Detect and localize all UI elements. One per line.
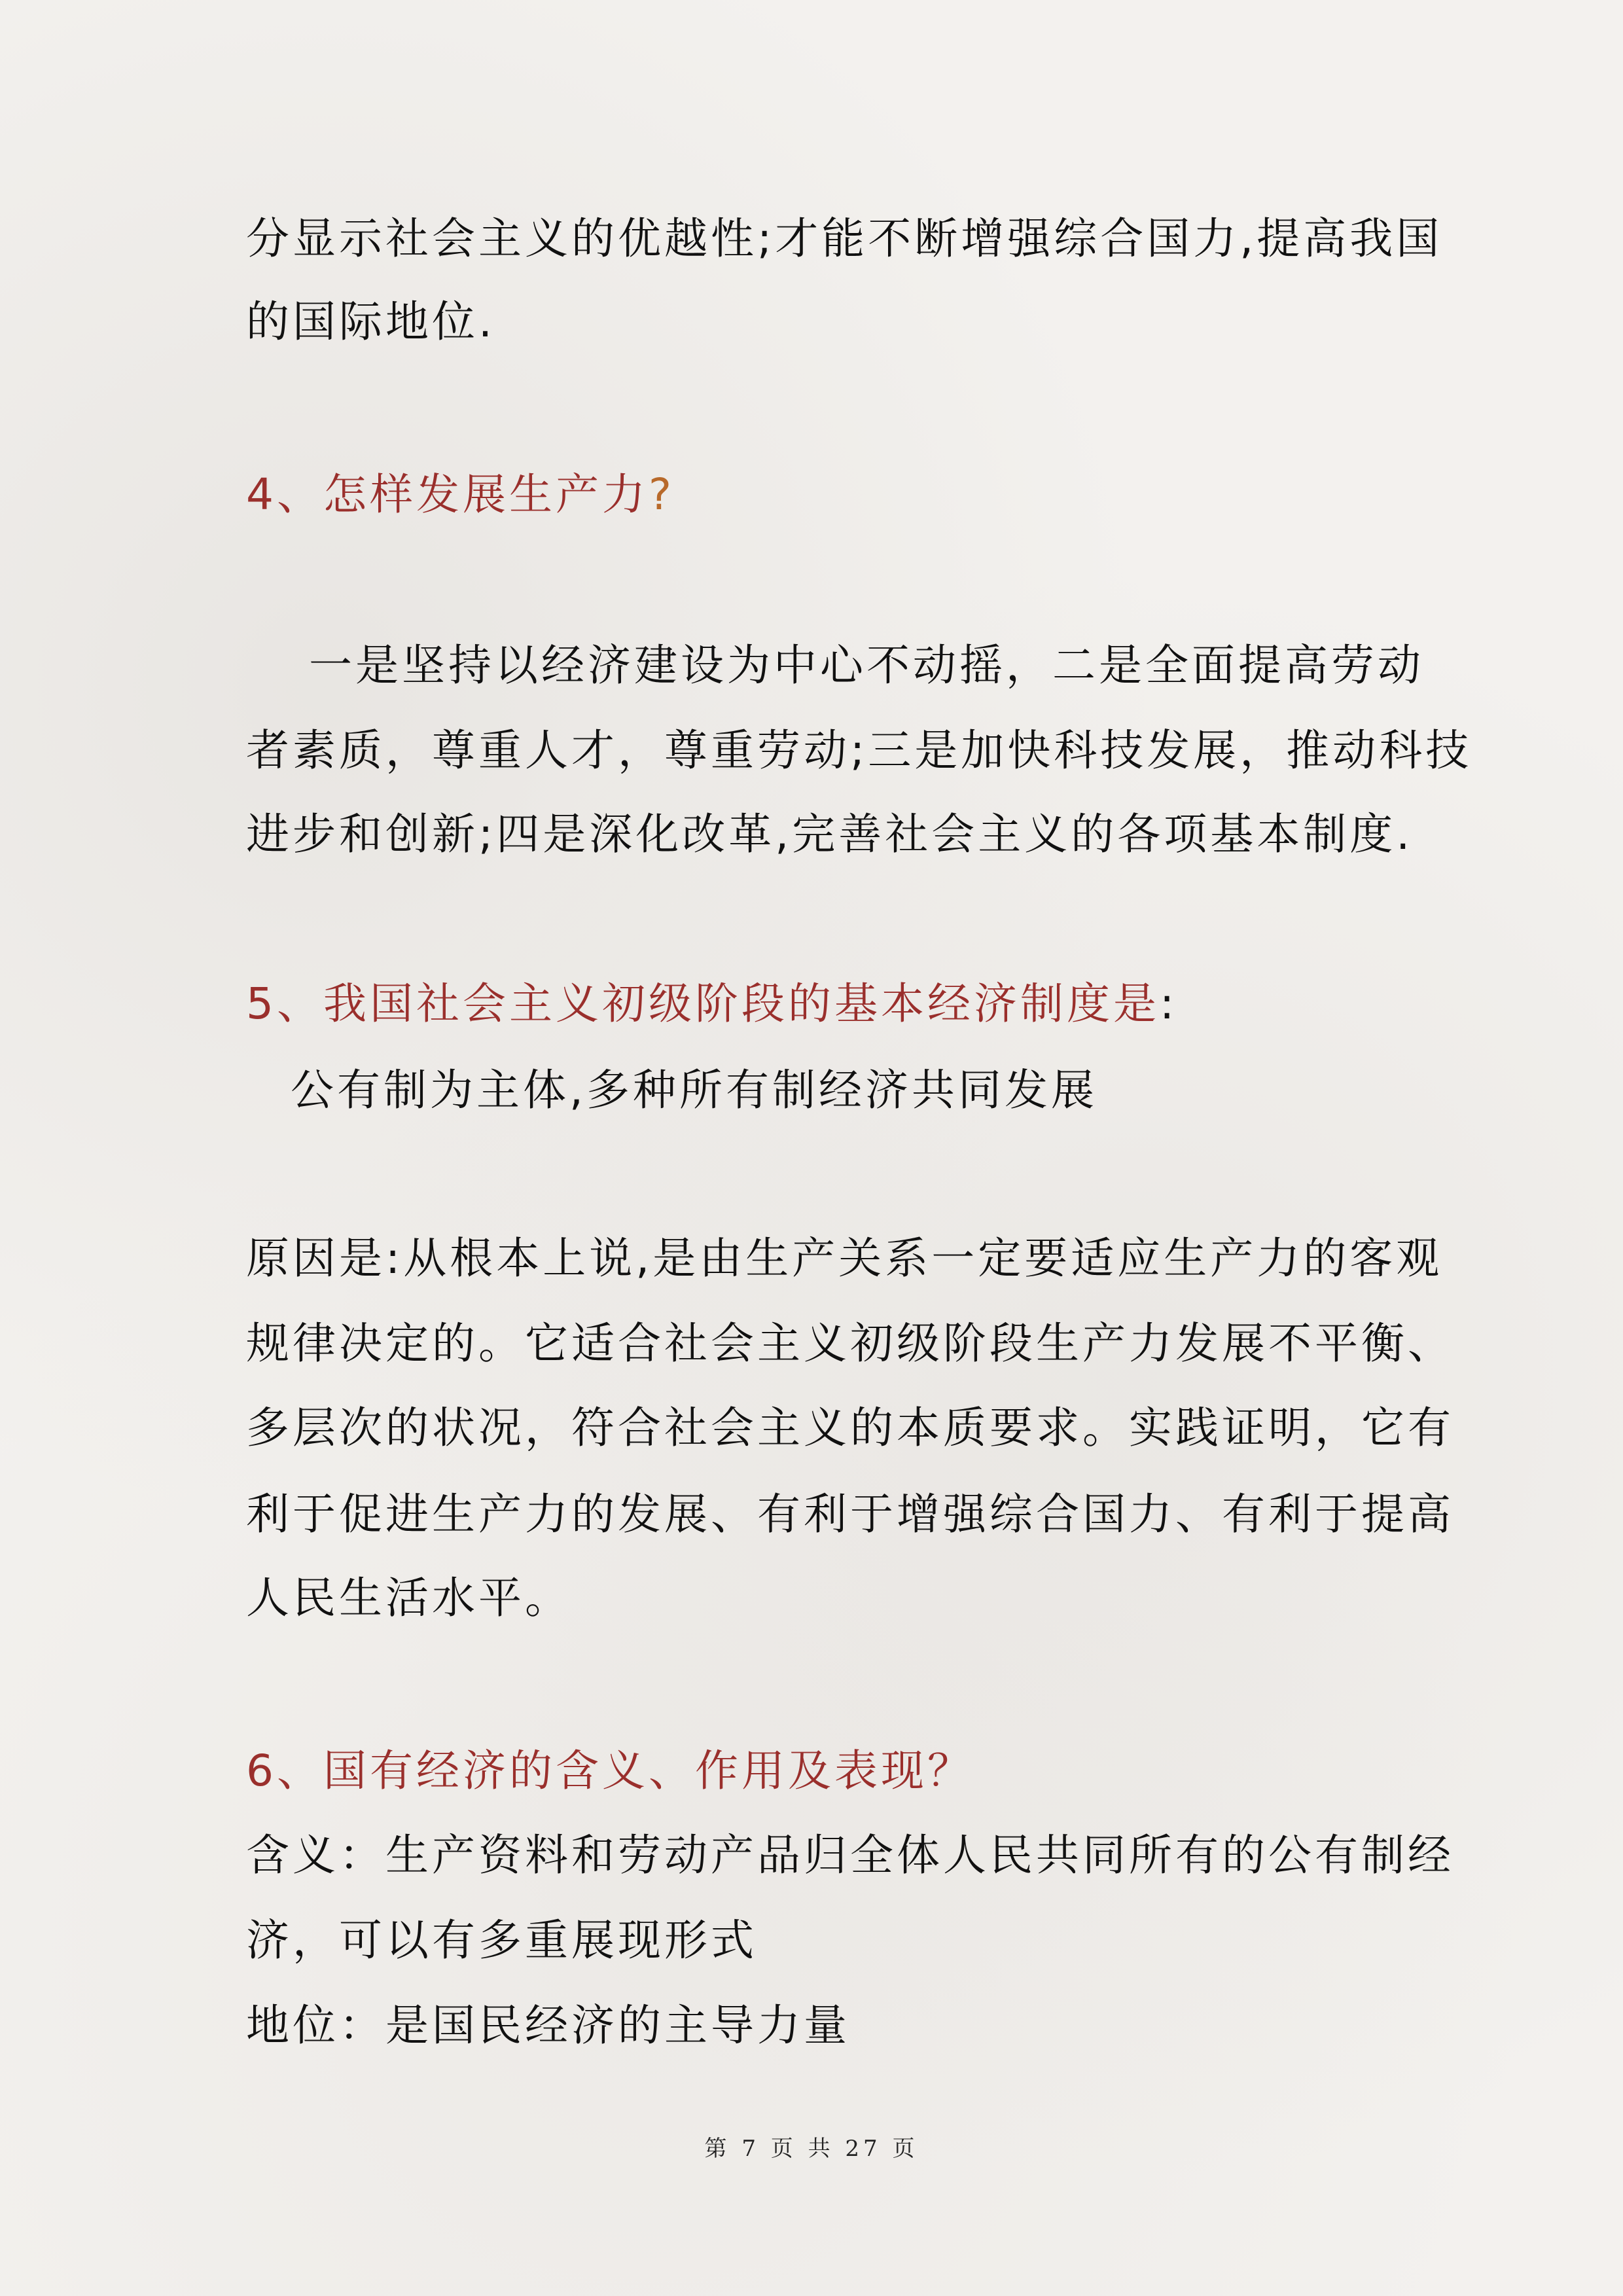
question-4-heading xyxy=(246,469,675,521)
paragraph-line: 人民生活水平。 xyxy=(246,1573,571,1623)
paragraph-line: 的国际地位. xyxy=(246,296,495,347)
paragraph-line: 济，可以有多重展现形式 xyxy=(246,1915,757,1965)
colon: : xyxy=(1160,978,1178,1029)
page-number-footer: 第 7 页 共 27 页 xyxy=(704,2136,919,2162)
paragraph-line: 分显示社会主义的优越性;才能不断增强综合国力,提高我国 xyxy=(246,213,1443,264)
question-6-heading: 6、国有经济的含义、作用及表现？ xyxy=(246,1746,974,1796)
question-number: 4、 xyxy=(246,469,323,520)
paragraph-line: 进步和创新;四是深化改革,完善社会主义的各项基本制度. xyxy=(246,809,1414,859)
question-title: 我国社会主义初级阶段的基本经济制度是 xyxy=(323,978,1160,1029)
paragraph-line: 原因是:从根本上说,是由生产关系一定要适应生产力的客观 xyxy=(246,1233,1443,1283)
question-mark: ? xyxy=(649,469,675,520)
question-title: 怎样发展生产力 xyxy=(323,469,649,520)
paragraph-line: 地位：是国民经济的主导力量 xyxy=(246,2000,850,2051)
paragraph-line: 者素质，尊重人才，尊重劳动;三是加快科技发展，推动科技 xyxy=(246,725,1472,776)
paragraph-line: 多层次的状况，符合社会主义的本质要求。实践证明，它有 xyxy=(246,1403,1454,1453)
paragraph-line: 一是坚持以经济建设为中心不动摇，二是全面提高劳动 xyxy=(309,640,1424,691)
question-number: 5、 xyxy=(246,978,323,1029)
paragraph-line: 含义：生产资料和劳动产品归全体人民共同所有的公有制经 xyxy=(246,1830,1454,1880)
paragraph-line: 利于促进生产力的发展、有利于增强综合国力、有利于提高 xyxy=(246,1489,1454,1539)
paragraph-line: 规律决定的。它适合社会主义初级阶段生产力发展不平衡、 xyxy=(246,1318,1454,1369)
question-5-heading xyxy=(246,978,1177,1030)
answer-line: 公有制为主体,多种所有制经济共同发展 xyxy=(291,1065,1097,1115)
